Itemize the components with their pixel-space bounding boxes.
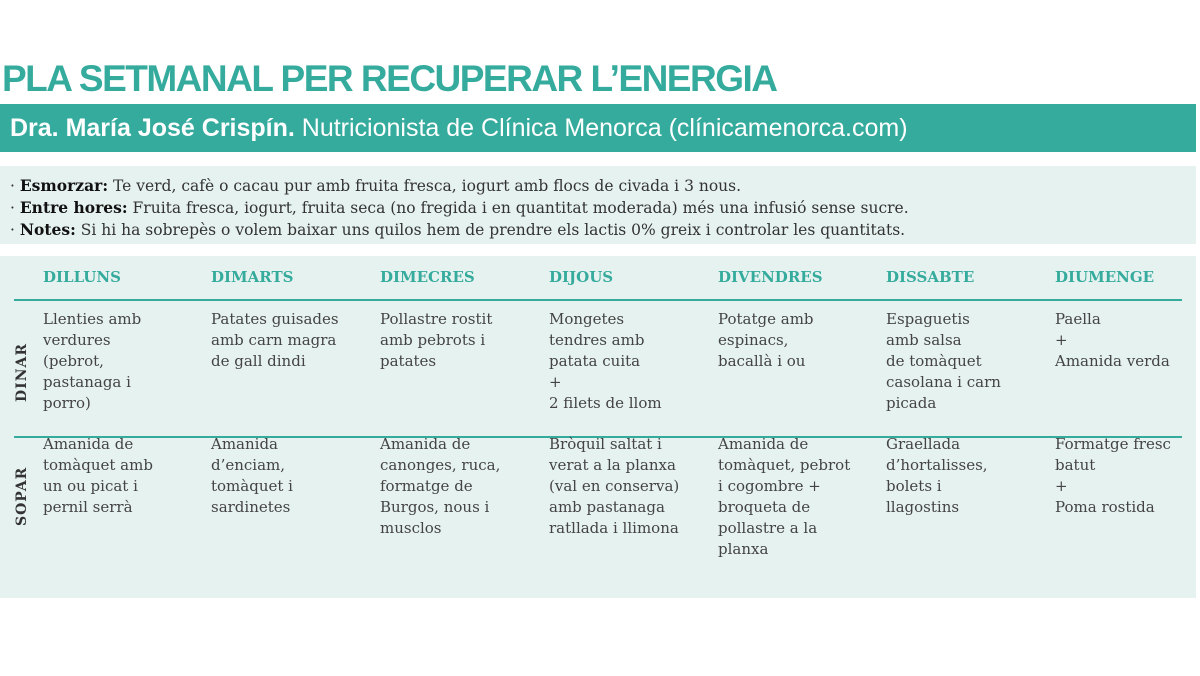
note-text: Te verd, cafè o cacau pur amb fruita fresca, iogurt amb flocs de civada i 3 nous. — [108, 177, 742, 195]
day-header: DIMARTS — [211, 268, 294, 286]
sopar-cell: Bròquil saltat i verat a la planxa (val en conserva) amb pastanaga ratllada i llimona — [549, 435, 680, 537]
dinar-cell: Potatge amb espinacs, bacallà i ou — [718, 310, 814, 370]
page-title: PLA SETMANAL PER RECUPERAR L’ENERGIA — [2, 58, 777, 99]
dinar-cell: Mongetes tendres amb patata cuita + 2 filets de llom — [549, 310, 662, 412]
sopar-cell: Graellada d’hortalisses, bolets i llagostins — [886, 435, 988, 516]
author-role: Nutricionista de Clínica Menorca (clínicamenorca.com) — [294, 114, 908, 142]
note-label: Notes: — [19, 220, 76, 239]
day-header: DIJOUS — [549, 268, 614, 286]
note-text: Si hi ha sobrepès o volem baixar uns quilos hem de prendre els lactis 0% greix i controlar les quantitats. — [75, 221, 906, 239]
note-label: Entre hores: — [19, 198, 128, 217]
note-esmorzar: · Esmorzar: Te verd, cafè o cacau pur amb fruita fresca, iogurt amb flocs de civada i 3 nous. — [10, 176, 742, 195]
day-header: DIMECRES — [380, 268, 475, 286]
sopar-cell: Amanida de canonges, ruca, formatge de Burgos, nous i musclos — [380, 435, 501, 537]
dinar-cell: Pollastre rostit amb pebrots i patates — [380, 310, 493, 370]
author-bar — [0, 104, 1196, 152]
sopar-cell: Amanida d’enciam, tomàquet i sardinetes — [211, 435, 293, 516]
note-label: Esmorzar: — [19, 176, 109, 195]
dinar-cell: Llenties amb verdures (pebrot, pastanaga i porro) — [43, 310, 142, 412]
dinar-cell: Espaguetis amb salsa de tomàquet casolana i carn picada — [886, 310, 1001, 412]
sopar-cell: Amanida de tomàquet, pebrot i cogombre + broqueta de pollastre a la planxa — [718, 435, 851, 558]
sopar-cell: Amanida de tomàquet amb un ou picat i pernil serrà — [43, 435, 153, 516]
dinar-cell: Paella + Amanida verda — [1055, 310, 1170, 370]
note-notes: · Notes: Si hi ha sobrepès o volem baixar uns quilos hem de prendre els lactis 0% greix i controlar les quantitats. — [10, 220, 906, 239]
row-label-sopar: SOPAR — [14, 466, 30, 526]
day-header: DIVENDRES — [718, 268, 823, 286]
author-name: Dra. María José Crispín. — [10, 114, 295, 142]
day-header: DISSABTE — [886, 268, 975, 286]
row-label-dinar: DINAR — [14, 343, 30, 402]
header-divider — [14, 299, 1182, 301]
note-entre-hores: · Entre hores: Fruita fresca, iogurt, fruita seca (no fregida i en quantitat moderada) més una infusió sense sucre. — [10, 198, 909, 217]
dinar-cell: Patates guisades amb carn magra de gall dindi — [211, 310, 339, 370]
note-text: Fruita fresca, iogurt, fruita seca (no fregida i en quantitat moderada) més una infusió sense sucre. — [127, 199, 909, 217]
notes-box — [0, 166, 1196, 244]
sopar-cell: Formatge fresc batut + Poma rostida — [1055, 435, 1171, 516]
day-header: DILLUNS — [43, 268, 121, 286]
weekly-menu-table — [0, 256, 1196, 598]
day-header: DIUMENGE — [1055, 268, 1155, 286]
